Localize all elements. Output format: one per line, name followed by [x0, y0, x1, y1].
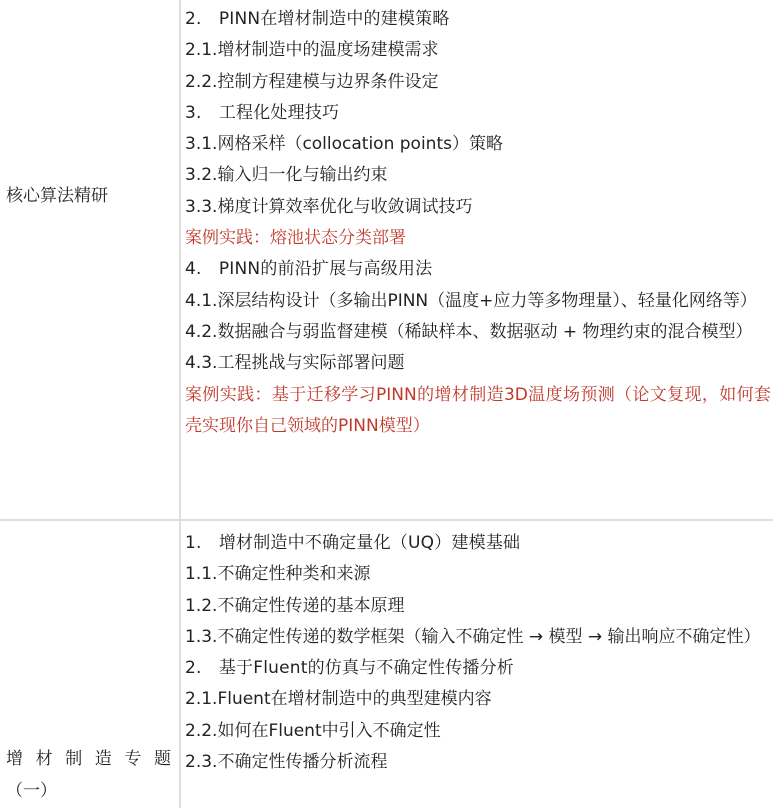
list-item: 3.1.网格采样（collocation points）策略: [185, 134, 503, 155]
list-item: 1.1.不确定性种类和来源: [185, 564, 371, 585]
list-item: 2.2.控制方程建模与边界条件设定: [185, 71, 439, 92]
module-label: 核心算法精研: [6, 186, 108, 206]
case-practice-item: 案例实践：基于迁移学习PINN的增材制造3D温度场预测（论文复现，如何套壳实现你自己领域的PINN模型）: [185, 384, 771, 436]
case-practice-item: 案例实践：熔池状态分类部署: [185, 228, 406, 249]
module-label-cell: [0, 521, 179, 808]
list-item: 1.3.不确定性传递的数学框架（输入不确定性 → 模型 → 输出响应不确定性）: [185, 626, 761, 647]
module-label: 增材制造专题: [6, 749, 174, 769]
module-content-cell: [181, 0, 773, 519]
section-heading: 2. 基于Fluent的仿真与不确定性传播分析: [185, 658, 514, 679]
list-item: 2.2.如何在Fluent中引入不确定性: [185, 720, 441, 741]
list-item: 2.1.增材制造中的温度场建模需求: [185, 40, 439, 61]
topic-list: [185, 528, 771, 778]
topic-list: [185, 4, 771, 442]
section-heading: 3. 工程化处理技巧: [185, 102, 340, 123]
table-row: [0, 521, 773, 808]
section-heading: 2. PINN在增材制造中的建模策略: [185, 9, 450, 29]
list-item: 4.2.数据融合与弱监督建模（稀缺样本、数据驱动 + 物理约束的混合模型）: [185, 321, 753, 342]
list-item: 1.2.不确定性传递的基本原理: [185, 595, 405, 616]
list-item: 3.3.梯度计算效率优化与收敛调试技巧: [185, 196, 473, 217]
list-item: 4.1.深层结构设计（多输出PINN（温度+应力等多物理量）、轻量化网络等）: [185, 290, 757, 311]
module-content-cell: [181, 521, 773, 808]
list-item: 2.1.Fluent在增材制造中的典型建模内容: [185, 689, 492, 710]
section-heading: 1. 增材制造中不确定量化（UQ）建模基础: [185, 533, 521, 553]
list-item: 2.3.不确定性传播分析流程: [185, 752, 388, 773]
module-label-cell: [0, 0, 179, 519]
list-item: 4.3.工程挑战与实际部署问题: [185, 353, 405, 374]
module-label-suffix: （一）: [6, 781, 57, 801]
list-item: 3.2.输入归一化与输出约束: [185, 165, 388, 186]
section-heading: 4. PINN的前沿扩展与高级用法: [185, 259, 433, 280]
